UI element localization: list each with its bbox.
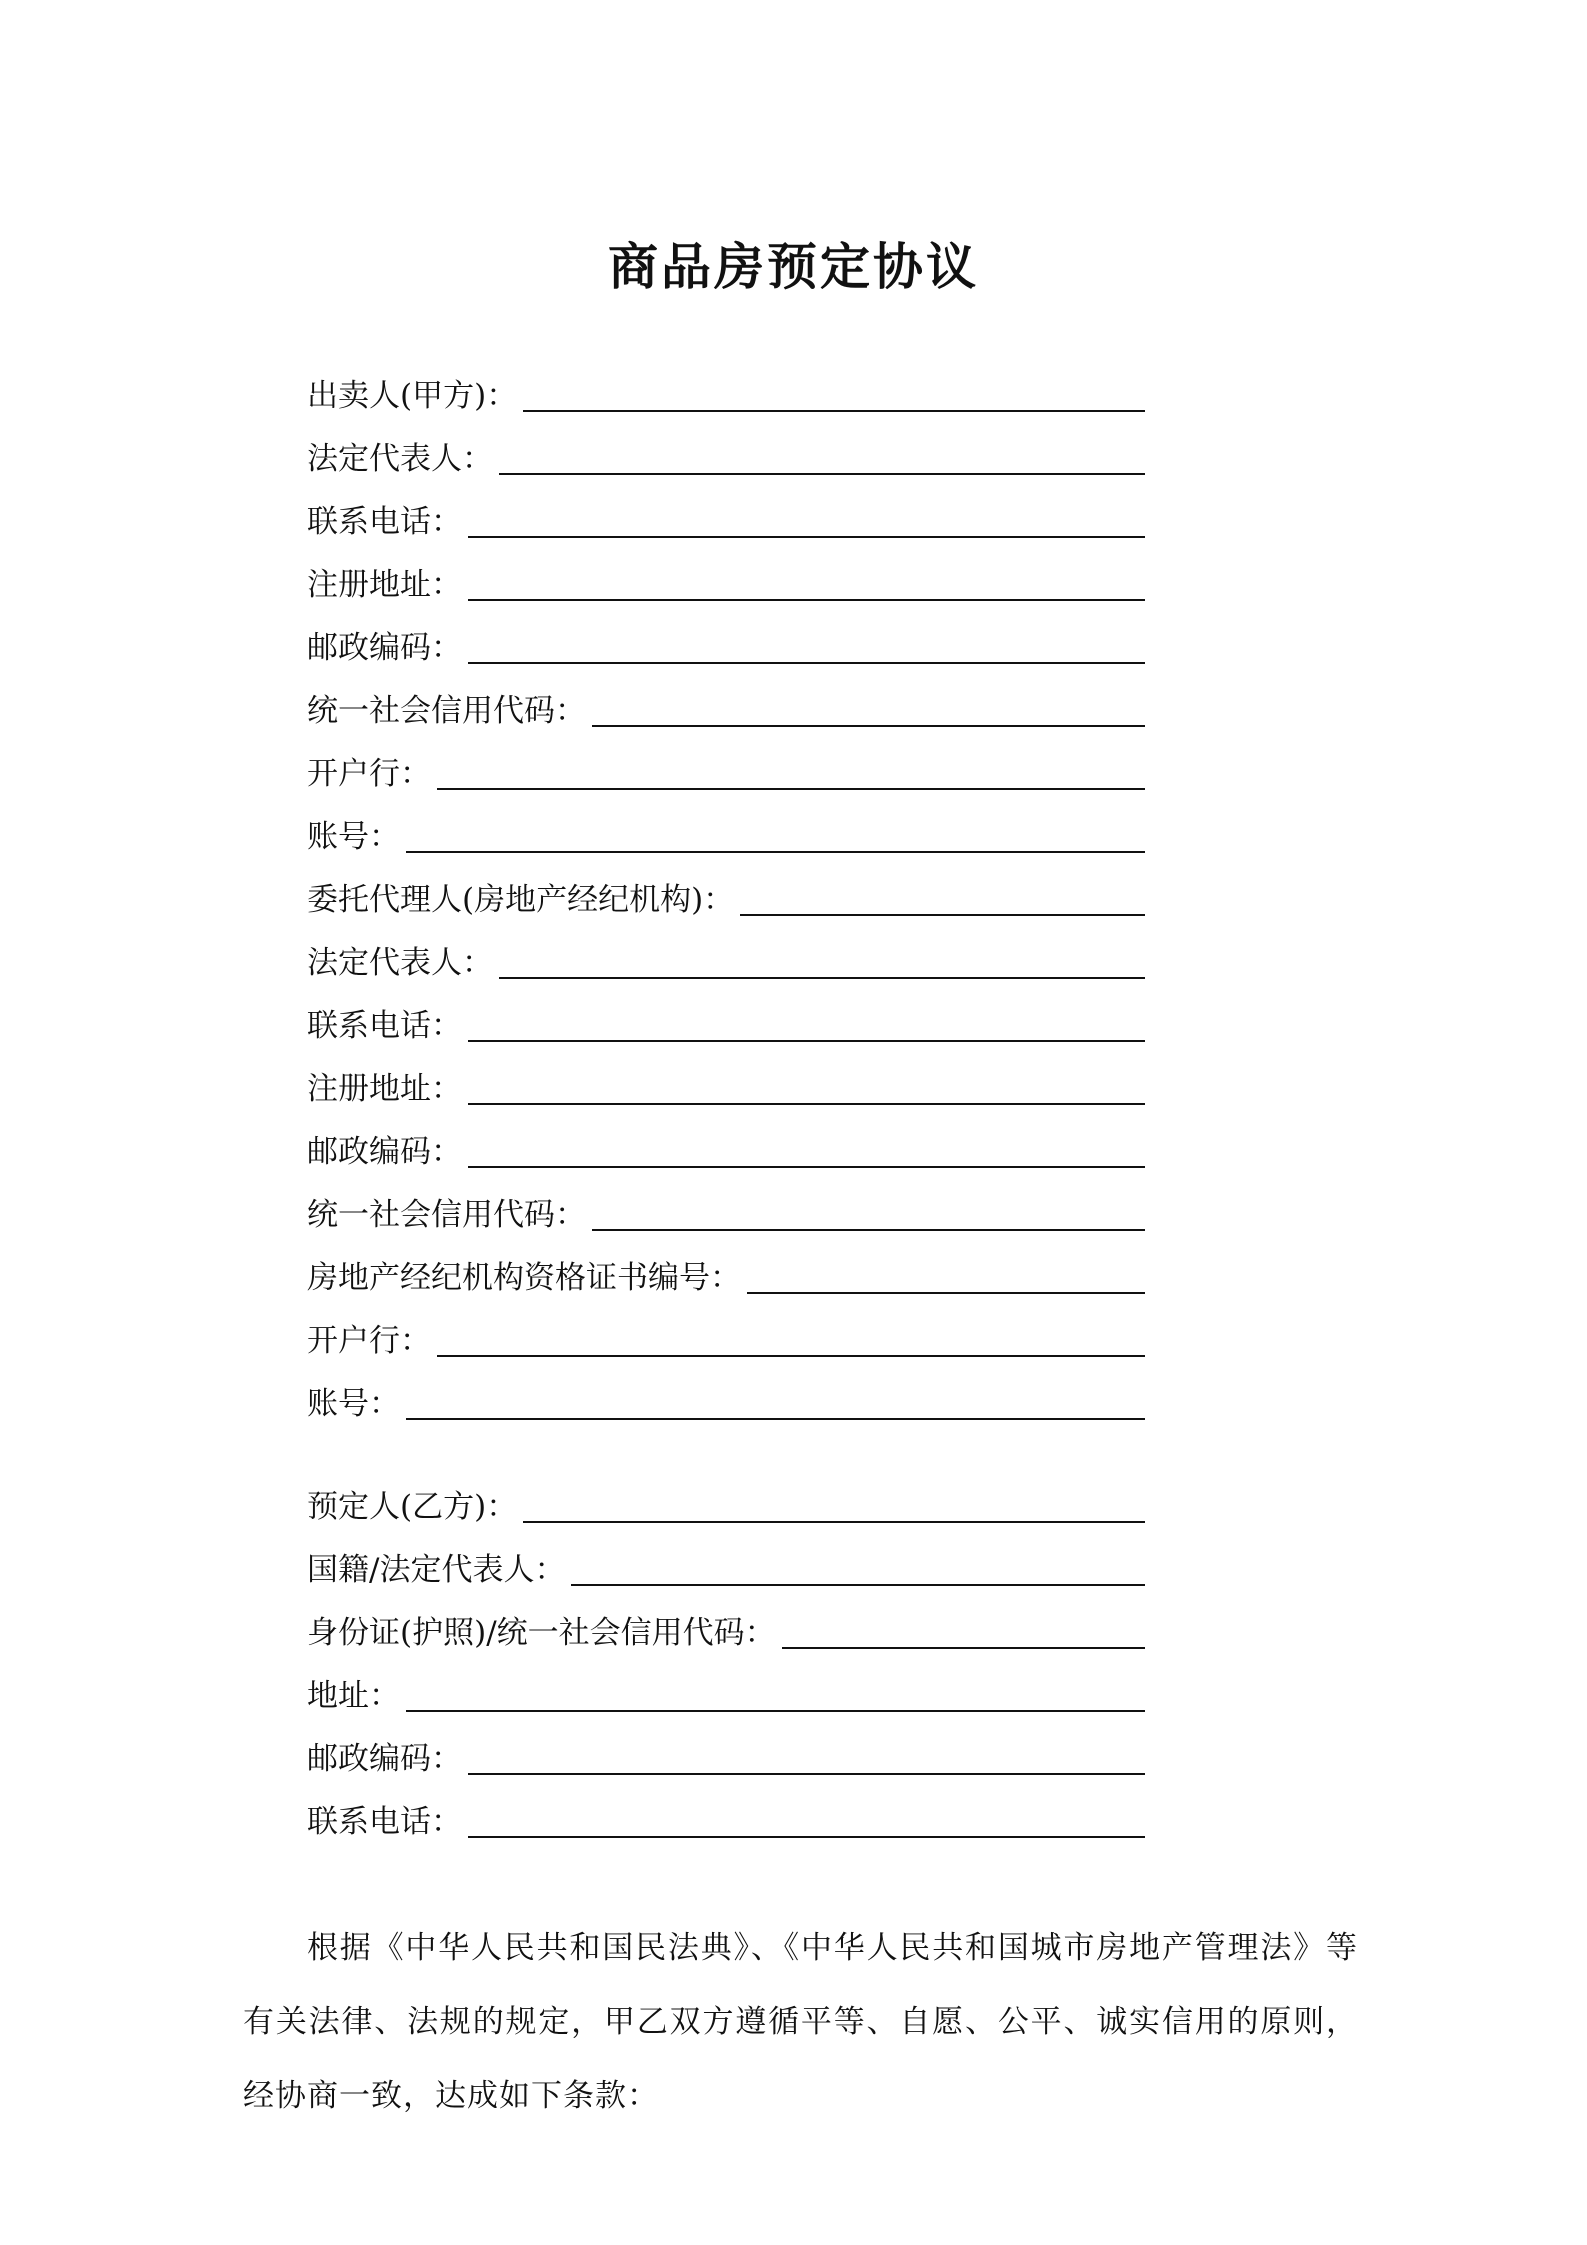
agent-address-field [307,1048,1145,1111]
agent-credit-code-label: 统一社会信用代码： [307,1197,586,1233]
agent-legal-rep-blank[interactable] [499,975,1145,979]
seller-address-label: 注册地址： [307,567,462,603]
party-info-fields [307,355,1145,1844]
seller-phone-blank[interactable] [468,534,1145,538]
seller-account-field [307,796,1145,859]
intro-paragraph: 根据《中华人民共和国民法典》、《中华人民共和国城市房地产管理法》等有关法律、法规的规定，甲乙双方遵循平等、自愿、公平、诚实信用的原则，经协商一致，达成如下条款： [243,1930,1358,2114]
buyer-phone-blank[interactable] [468,1834,1145,1838]
buyer-address-field [307,1655,1145,1718]
agent-phone-field [307,985,1145,1048]
buyer-name-field [307,1466,1145,1529]
buyer-phone-label: 联系电话： [307,1804,462,1840]
agent-account-label: 账号： [307,1386,400,1422]
agent-address-blank[interactable] [468,1101,1145,1105]
seller-address-field [307,544,1145,607]
buyer-address-label: 地址： [307,1678,400,1714]
buyer-nationality-label: 国籍/法定代表人： [307,1552,566,1588]
buyer-phone-field [307,1781,1145,1844]
agent-name-blank[interactable] [740,912,1145,916]
buyer-postcode-blank[interactable] [468,1771,1145,1775]
agent-legal-rep-label: 法定代表人： [307,945,493,981]
seller-account-blank[interactable] [406,849,1145,853]
agent-legal-rep-field [307,922,1145,985]
buyer-nationality-blank[interactable] [571,1582,1145,1586]
seller-credit-code-label: 统一社会信用代码： [307,693,586,729]
agent-name-field [307,859,1145,922]
seller-phone-field [307,481,1145,544]
agent-certificate-blank[interactable] [747,1290,1145,1294]
seller-name-field [307,355,1145,418]
seller-account-label: 账号： [307,819,400,855]
agent-bank-blank[interactable] [437,1353,1145,1357]
document-title: 商品房预定协议 [608,237,979,296]
buyer-nationality-field [307,1529,1145,1592]
buyer-postcode-label: 邮政编码： [307,1741,462,1777]
seller-legal-rep-blank[interactable] [499,471,1145,475]
agent-certificate-field [307,1237,1145,1300]
agent-name-label: 委托代理人(房地产经纪机构)： [307,882,735,918]
seller-postcode-blank[interactable] [468,660,1145,664]
buyer-name-label: 预定人(乙方)： [307,1489,518,1525]
seller-phone-label: 联系电话： [307,504,462,540]
agent-account-field [307,1363,1145,1426]
agent-credit-code-blank[interactable] [592,1227,1145,1231]
seller-bank-blank[interactable] [437,786,1145,790]
seller-postcode-field [307,607,1145,670]
agent-postcode-blank[interactable] [468,1164,1145,1168]
seller-credit-code-blank[interactable] [592,723,1145,727]
buyer-id-field [307,1592,1145,1655]
agent-bank-field [307,1300,1145,1363]
agent-credit-code-field [307,1174,1145,1237]
buyer-name-blank[interactable] [523,1519,1145,1523]
seller-legal-rep-label: 法定代表人： [307,441,493,477]
seller-bank-field [307,733,1145,796]
agent-certificate-label: 房地产经纪机构资格证书编号： [307,1260,741,1296]
agent-account-blank[interactable] [406,1416,1145,1420]
buyer-id-label: 身份证(护照)/统一社会信用代码： [307,1615,776,1651]
agent-postcode-label: 邮政编码： [307,1134,462,1170]
buyer-id-blank[interactable] [782,1645,1145,1649]
seller-name-blank[interactable] [523,408,1145,412]
agent-address-label: 注册地址： [307,1071,462,1107]
agent-bank-label: 开户行： [307,1323,431,1359]
seller-legal-rep-field [307,418,1145,481]
buyer-postcode-field [307,1718,1145,1781]
buyer-address-blank[interactable] [406,1708,1145,1712]
seller-bank-label: 开户行： [307,756,431,792]
seller-credit-code-field [307,670,1145,733]
agent-postcode-field [307,1111,1145,1174]
agent-phone-blank[interactable] [468,1038,1145,1042]
agent-phone-label: 联系电话： [307,1008,462,1044]
seller-postcode-label: 邮政编码： [307,630,462,666]
seller-address-blank[interactable] [468,597,1145,601]
seller-name-label: 出卖人(甲方)： [307,378,518,414]
